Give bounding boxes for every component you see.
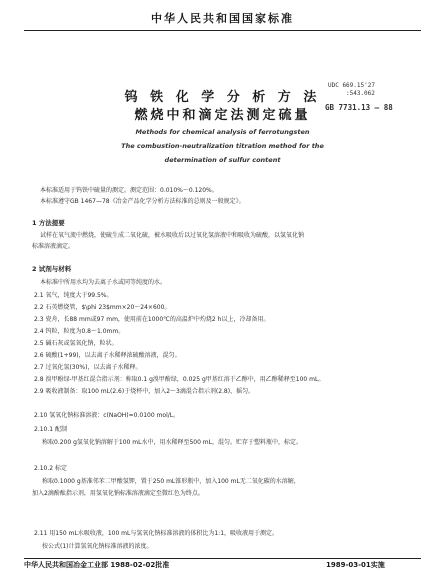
- reagent-item: 2.8 溴甲酚绿-甲基红混合指示剂：称取0.1 g溴甲酚绿，0.025 g甲基红溶于乙醇中，用乙醇稀释至100 mL。: [34, 376, 325, 383]
- preparation-text: 称取0.200 g氢氧化钠溶解于100 mL水中，用水稀释至500 mL，混匀。贮存于塑料瓶中，标定。: [42, 439, 302, 446]
- reagent-item: 2.1 氧气，纯度大于99.5%。: [34, 292, 113, 299]
- subsection-heading: 2.10.2 标定: [34, 465, 67, 472]
- section-heading-reagents: 2 试剂与材料: [32, 265, 72, 273]
- principle-text: 试样在氧气流中燃烧，使硫生成二氧化硫，被水吸收后以过氧化氢溶液中和吸收为硫酸，以氢氧化钠: [40, 232, 305, 239]
- section-heading-principle: 1 方法提要: [32, 219, 65, 227]
- formula-reference: 按公式(1)计算氢氧化钠标准溶液的浓度。: [42, 543, 153, 550]
- footer-divider: [24, 558, 421, 559]
- reagent-item: 2.10 氢氧化钠标准溶液：c(NaOH)=0.0100 mol/L。: [34, 412, 180, 419]
- implementation-date: 1989-03-01实施: [326, 561, 385, 569]
- calibration-text: 加入2滴酚酞指示剂，用氢氧化钠标准溶液滴定至微红色为终点。: [32, 490, 204, 497]
- document-title-line2: 燃烧中和滴定法测定硫量: [134, 108, 311, 123]
- reagent-item: 2.5 碱石灰或氢氧化钠，粒状。: [34, 340, 118, 347]
- reagent-item: 2.9 吸收液制备：取100 mL(2.6)于烧杯中，加入2～3滴混合指示剂(2.8)，摇匀。: [34, 388, 255, 395]
- reagent-item: 2.4 钨粒，粒度为0.8～1.0mm。: [34, 328, 125, 335]
- english-title-line3: determination of sulfur content: [164, 156, 281, 164]
- udc-code: UDC 669.15'27: [328, 82, 375, 89]
- reagent-item: 2.11 用150 mL水吸收液，100 mL与氢氧化钠标准溶液的体积比为1:1，吸收液用于测定。: [34, 530, 279, 537]
- reference-paragraph: 本标准遵守GB 1467—78《冶金产品化学分析方法标准的总则及一般规定》。: [40, 198, 245, 205]
- reagent-item: 2.3 瓷舟，长88 mm或97 mm，使用前在1000℃的高温炉中灼烧2 h以上，冷却备用。: [34, 316, 270, 323]
- document-title-line1: 钨 铁 化 学 分 析 方 法: [124, 90, 321, 105]
- standard-number: GB 7731.13 — 88: [325, 103, 393, 112]
- issuing-organization: 中华人民共和国国家标准: [151, 12, 294, 25]
- reagents-intro: 本标准中所用水均为去离子水或同等纯度的水。: [40, 279, 167, 286]
- principle-text: 标准溶液滴定。: [32, 243, 75, 250]
- subsection-heading: 2.10.1 配制: [34, 426, 67, 433]
- scope-paragraph: 本标准适用于钨铁中硫量的测定。测定范围：0.010%～0.120%。: [40, 187, 218, 194]
- calibration-text: 称取0.1000 g基准邻苯二甲酸氢钾，置于250 mL锥形瓶中，加入100 mL无二氧化碳的水溶解，: [42, 478, 300, 485]
- english-title-line1: Methods for chemical analysis of ferrotungsten: [135, 128, 310, 136]
- reagent-item: 2.7 过氧化氢(30%)，以去离子水稀释。: [34, 364, 142, 371]
- udc-code-cont: :543.062: [346, 90, 375, 97]
- english-title-line2: The combustion-neutralization titration method for the: [121, 142, 324, 150]
- reagent-item: 2.6 硫酸(1+99)，以去离子水稀释浓硫酸溶液，混匀。: [34, 352, 181, 359]
- reagent-item: 2.2 石英燃烧管，$\phi 23$mm×20～24×600。: [34, 304, 171, 311]
- header-divider: [24, 30, 421, 31]
- approval-date: 中华人民共和国冶金工业部 1988-02-02批准: [24, 561, 170, 569]
